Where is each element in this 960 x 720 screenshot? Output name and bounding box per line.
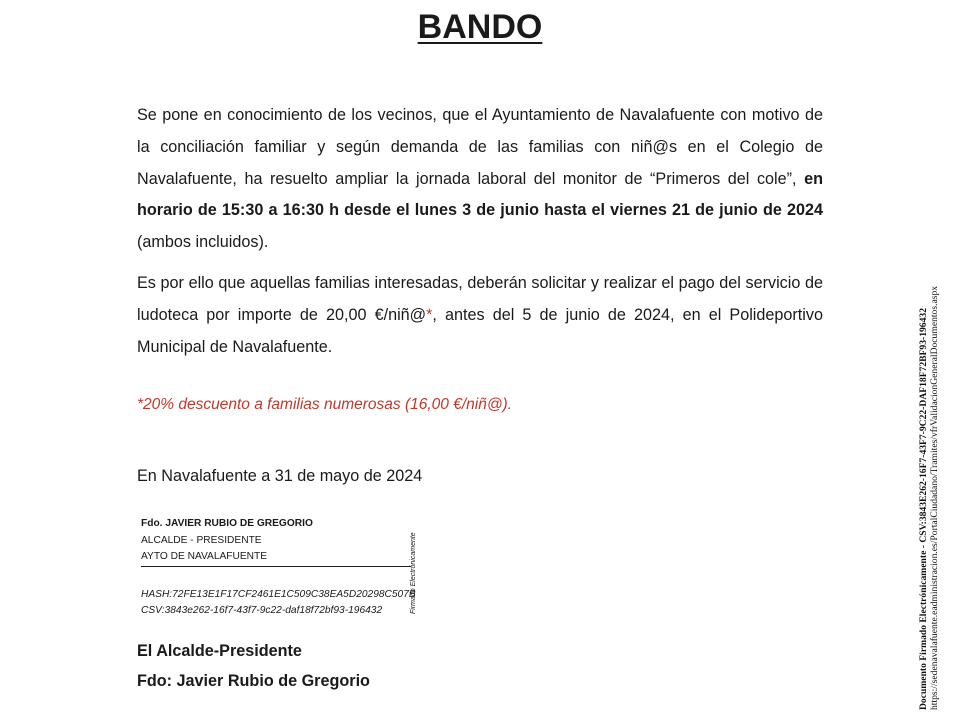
paragraph-announcement — [137, 100, 823, 259]
signature-stamp-vertical: Firmado Electrónicamente — [410, 532, 417, 614]
signature-box-org: AYTO DE NAVALAFUENTE — [141, 549, 411, 567]
place-date: En Navalafuente a 31 de mayo de 2024 — [137, 467, 423, 485]
document-title: BANDO — [417, 8, 543, 46]
signature-box-signer: Fdo. JAVIER RUBIO DE GREGORIO — [141, 518, 313, 529]
side-verification-text — [918, 210, 940, 710]
paragraph-announcement-after: (ambos incluidos). — [137, 233, 269, 252]
side-verification-csv: Documento Firmado Electrónicamente - CSV:3843E262-16F7-43F7-9C22-DAF18F72BF93-196432 — [918, 308, 929, 710]
side-verification-url[interactable]: https://sedenavalafuente.eadministracion.es/PortalCiudadano/Tramites/vfrValidacionGeneralDocumentos.aspx — [929, 285, 940, 710]
paragraph-payment-after: , antes del 5 de junio de 2024, en el Polideportivo Municipal de Navalafuente. — [137, 305, 823, 356]
signature-box-role: ALCALDE - PRESIDENTE — [141, 534, 262, 546]
signature-name: Fdo: Javier Rubio de Gregorio — [137, 672, 370, 690]
paragraph-payment-text: Es por ello que aquellas familias interesadas, deberán solicitar y realizar el pago del servicio de ludoteca por importe de 20,00 €/niñ@ — [137, 274, 823, 324]
paragraph-announcement-schedule: en horario de 15:30 a 16:30 h desde el lunes 3 de junio hasta el viernes 21 de junio de 2024 — [137, 169, 823, 220]
signature-box-hash: HASH:72FE13E1F17CF2461E1C509C38EA5D20298C507B — [141, 588, 416, 600]
paragraph-announcement-text: Se pone en conocimiento de los vecinos, que el Ayuntamiento de Navalafuente con motivo de la conciliación familiar y según demanda de las familias con niñ@s en el Colegio de Navalafuente, ha resuelto ampliar la jornada laboral del monitor de “Primeros del cole”, — [137, 106, 823, 188]
signature-box-csv: CSV:3843e262-16f7-43f7-9c22-daf18f72bf93-196432 — [141, 605, 383, 616]
paragraph-payment-asterisk: * — [426, 305, 433, 324]
signature-role: El Alcalde-Presidente — [137, 642, 302, 660]
signature-box-spacer — [141, 567, 413, 587]
discount-note: *20% descuento a familias numerosas (16,00 €/niñ@). — [137, 396, 513, 413]
paragraph-payment — [137, 268, 823, 363]
